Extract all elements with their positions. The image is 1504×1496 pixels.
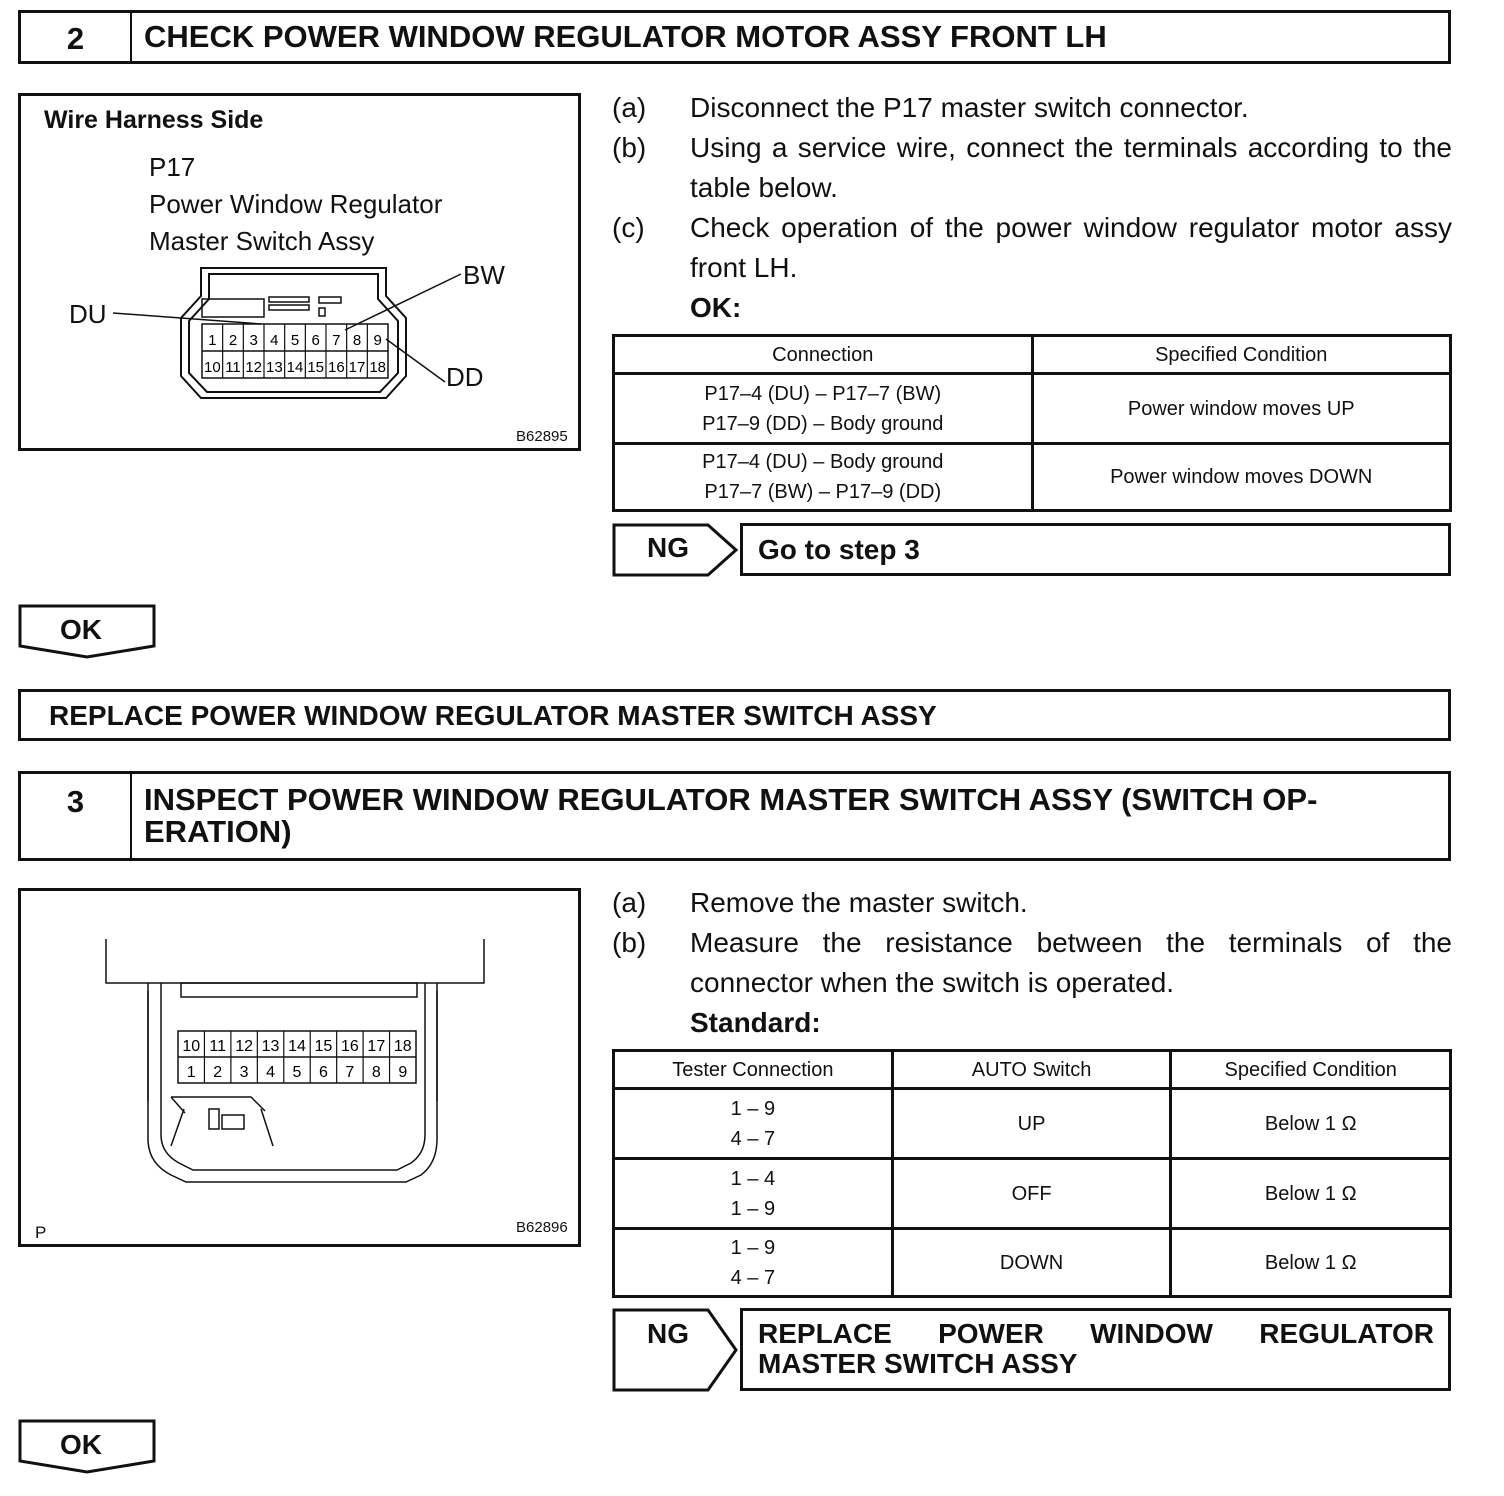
replace-switch-text: REPLACE POWER WINDOW REGULATOR MASTER SWITCH ASSY [49,700,937,731]
pin-number: 8 [352,332,362,349]
column-header-tester-connection: Tester Connection [614,1051,893,1089]
step-title: CHECK POWER WINDOW REGULATOR MOTOR ASSY FRONT LH [144,19,1107,54]
step-number: 3 [21,774,132,858]
instruction-c-label: (c) [612,212,645,243]
ng-label: NG [647,1318,689,1349]
pin-number: 2 [213,1064,223,1081]
pin-number: 9 [398,1064,408,1081]
instruction-c-text: Check operation of the power window regulator motor assy front LH. [690,212,1452,283]
tester-connection-cell [614,1089,893,1159]
pin-number: 13 [261,1038,280,1055]
pin-number: 13 [265,359,283,376]
pin-number: 7 [332,332,341,349]
pin-number: 4 [266,1064,276,1081]
pin-number: 9 [373,332,382,349]
connection-line: P17–7 (BW) – P17–9 (DD) [704,481,942,503]
column-header-auto-switch: AUTO Switch [892,1051,1171,1089]
connection-line: 4 – 7 [730,1127,776,1150]
connection-line: 4 – 7 [730,1266,776,1289]
standard-label: Standard: [690,1007,821,1038]
pin-number: 6 [318,1064,328,1081]
step-number: 2 [21,13,132,61]
ok-criteria-label: OK: [690,292,742,323]
tester-connection-cell [614,1159,893,1229]
instruction-a-text: Remove the master switch. [690,887,1028,918]
condition-cell: Below 1 Ω [1171,1229,1451,1297]
pin-number: 1 [208,332,217,349]
ng-result-text: REPLACE POWER WINDOW REGULATOR MASTER SWITCH ASSY [758,1318,1434,1379]
condition-cell: Power window moves UP [1032,374,1451,444]
ng-result-box [740,523,1451,576]
connection-line: P17–4 (DU) – P17–7 (BW) [704,382,942,405]
switch-cell: OFF [892,1159,1171,1229]
step-title [132,774,1448,858]
connection-line: 1 – 9 [730,1197,776,1220]
pin-number: 6 [311,332,320,349]
condition-cell: Below 1 Ω [1171,1089,1451,1159]
step-title-line2: ERATION) [144,814,292,849]
connection-cell [614,444,1033,511]
figure-code: B62895 [516,428,568,445]
table-row [614,1229,1451,1297]
column-header-condition: Specified Condition [1171,1051,1451,1089]
connection-line: 1 – 9 [730,1236,776,1259]
pin-number: 12 [245,359,263,376]
step-3-spec-table [612,1049,1452,1298]
pin-number: 5 [290,332,300,349]
connector-figure-p17 [18,93,581,451]
pin-number: 14 [286,359,304,376]
figure-code: B62896 [516,1219,568,1236]
ng-result-box [740,1308,1451,1391]
connection-line: P17–9 (DD) – Body ground [702,412,944,435]
connector-name-line1: Power Window Regulator [149,189,443,219]
figure-heading: Wire Harness Side [44,106,264,134]
column-header-condition: Specified Condition [1032,336,1451,374]
switch-cell: DOWN [892,1229,1171,1297]
instruction-a-label: (a) [612,92,647,123]
connection-line: P17–4 (DU) – Body ground [702,451,944,473]
pin-number: 18 [369,359,387,376]
pin-number: 11 [225,359,241,376]
table-row [614,374,1451,444]
instruction-a-text: Disconnect the P17 master switch connector. [690,92,1249,123]
connector-id: P17 [149,152,196,182]
pin-number: 3 [239,1064,249,1081]
pin-number: 5 [292,1064,302,1081]
connection-line: 1 – 9 [730,1097,776,1120]
instruction-b-label: (b) [612,132,647,163]
ok-label: OK [60,614,102,645]
step-2-header [18,10,1451,64]
pin-number: 14 [288,1038,306,1055]
pin-number: 16 [340,1038,359,1055]
step-2-spec-table [612,334,1452,512]
connection-cell [614,374,1033,444]
pin-number: 2 [228,332,238,349]
pin-number: 15 [314,1038,333,1055]
connector-name-line2: Master Switch Assy [149,226,375,256]
pin-number: 18 [393,1038,412,1055]
callout-du: DU [69,299,107,329]
condition-cell: Power window moves DOWN [1032,444,1451,511]
tester-connection-cell [614,1229,893,1297]
pin-number: 15 [307,359,325,376]
instruction-b-text: Using a service wire, connect the terminals according to the table below. [690,132,1452,203]
pin-number: 10 [182,1038,201,1055]
table-row [614,444,1451,511]
step-3-instructions [612,883,1452,1043]
pin-number: 11 [209,1038,226,1055]
callout-dd: DD [446,362,484,392]
table-row [614,1159,1451,1229]
column-header-connection: Connection [614,336,1033,374]
switch-cell: UP [892,1089,1171,1159]
connection-line: 1 – 4 [730,1167,776,1190]
master-switch-figure [18,888,581,1247]
switch-diagram [21,891,578,1244]
ok-label: OK [60,1429,102,1460]
ng-result-text: Go to step 3 [758,534,920,565]
pin-number: 1 [186,1064,196,1081]
pin-number: 17 [348,359,366,376]
table-row [614,1089,1451,1159]
pin-number: 12 [235,1038,254,1055]
connector-diagram [21,96,578,448]
callout-bw: BW [463,260,505,290]
pin-number: 4 [270,332,279,349]
step-title-line1: INSPECT POWER WINDOW REGULATOR MASTER SWITCH ASSY (SWITCH OP- [144,782,1318,817]
figure-corner-label: P [35,1223,47,1242]
pin-number: 3 [249,332,258,349]
ng-label: NG [647,532,689,563]
replace-switch-bar [18,689,1451,741]
condition-cell: Below 1 Ω [1171,1159,1451,1229]
instruction-b-text: Measure the resistance between the terminals of the connector when the switch is operated. [690,927,1452,998]
step-2-instructions [612,88,1452,328]
pin-number: 7 [345,1064,355,1081]
pin-number: 17 [367,1038,386,1055]
step-3-header [18,771,1451,861]
instruction-a-label: (a) [612,887,647,918]
pin-number: 8 [371,1064,381,1081]
pin-number: 10 [203,359,221,376]
pin-number: 16 [327,359,345,376]
instruction-b-label: (b) [612,927,647,958]
